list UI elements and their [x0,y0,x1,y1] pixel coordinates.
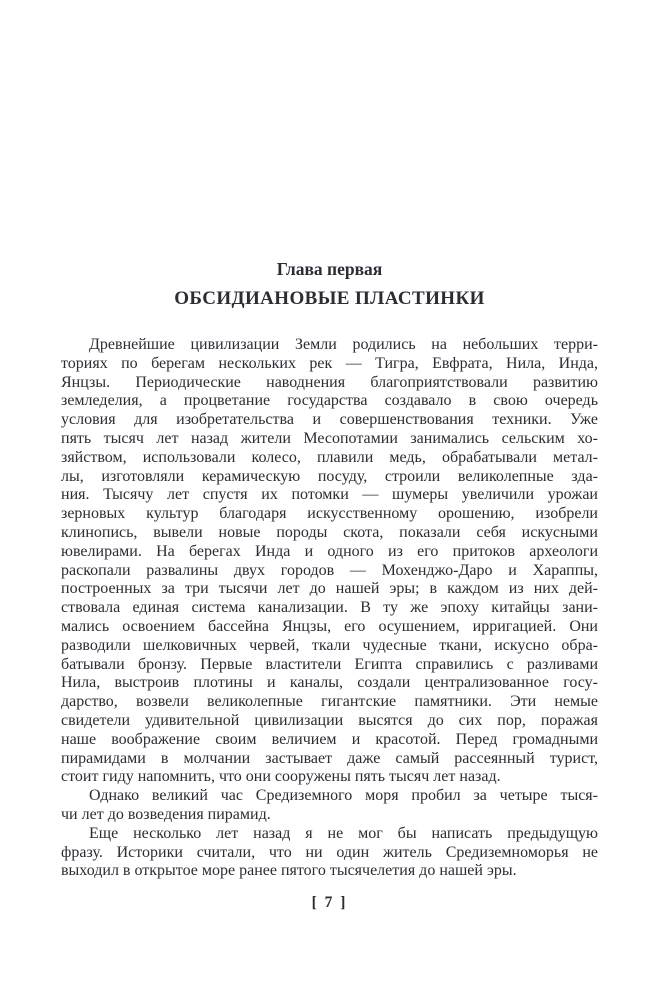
chapter-label: Глава первая [276,259,383,279]
paragraph [61,336,598,787]
text-line: Однако великий час Средиземного моря пробил за четыре тыся- [89,787,598,805]
text-line: раскопали развалины двух городов — Мохенджо-Даро и Хараппы, [61,561,598,579]
text-line: зерновых культур благодаря искусственному орошению, изобрели [61,505,598,523]
text-line: клинопись, вывели новые породы скота, показали себя искусными [61,523,598,541]
text-line: стоит гиду напомнить, что они сооружены пять тысяч лет назад. [61,768,501,786]
text-line: ствовала единая система канализации. В ту же эпоху китайцы зани- [61,599,598,617]
text-line: зяйством, использовали колесо, плавили медь, обрабатывали метал- [61,448,598,466]
paragraph [61,787,598,825]
text-line: наше воображение своим величием и красотой. Перед громадными [61,730,598,748]
text-line: выходил в открытое море ранее пятого тысячелетия до нашей эры. [61,862,517,880]
text-line: Янцзы. Периодические наводнения благоприятствовали развитию [61,373,598,391]
text-line: Древнейшие цивилизации Земли родились на небольших терри- [89,336,598,353]
text-line: ния. Тысячу лет спустя их потомки — шумеры увеличили урожаи [61,486,598,504]
text-line: чи лет до возведения пирамид. [61,805,271,823]
text-line: ториях по берегам нескольких рек — Тигра, Евфрата, Нила, Инда, [61,354,598,372]
text-line: построенных за три тысячи лет до нашей эры; в каждом из них дей- [61,580,598,598]
text-line: свидетели удивительной цивилизации высятся до сих пор, поражая [61,711,598,729]
text-line: пять тысяч лет назад жители Месопотамии занимались сельским хо- [61,429,598,447]
text-line: фразу. Историки считали, что ни один житель Средиземноморья не [61,843,598,861]
text-line: пирамидами в молчании застывает даже самый рассеянный турист, [61,749,598,767]
page-body [61,310,598,881]
text-line: Еще несколько лет назад я не мог бы написать предыдущую [89,824,598,842]
text-line: земледелия, а процветание государства создавало в свою очередь [61,392,598,410]
text-line: мались освоением бассейна Янцзы, его осушением, ирригацией. Они [61,617,598,635]
chapter-title: ОБСИДИАНОВЫЕ ПЛАСТИНКИ [174,288,485,309]
text-line: ювелирами. На берегах Инда и одного из его притоков археологи [61,542,598,560]
text-line: Нила, выстроив плотины и каналы, создали централизованное госу- [61,674,598,692]
paragraph [61,825,598,881]
page-number: [ 7 ] [311,894,348,911]
text-line: условия для изобретательства и совершенствования техники. Уже [61,411,598,429]
text-line: лы, изготовляли керамическую посуду, строили великолепные зда- [61,467,598,485]
text-line: дарство, возвели великолепные гигантские памятники. Эти немые [61,693,598,711]
text-line: разводили шелковичных червей, ткали чудесные ткани, искусно обра- [61,636,598,654]
text-line: батывали бронзу. Первые властители Египта справились с разливами [61,655,598,673]
page-content [61,0,598,881]
